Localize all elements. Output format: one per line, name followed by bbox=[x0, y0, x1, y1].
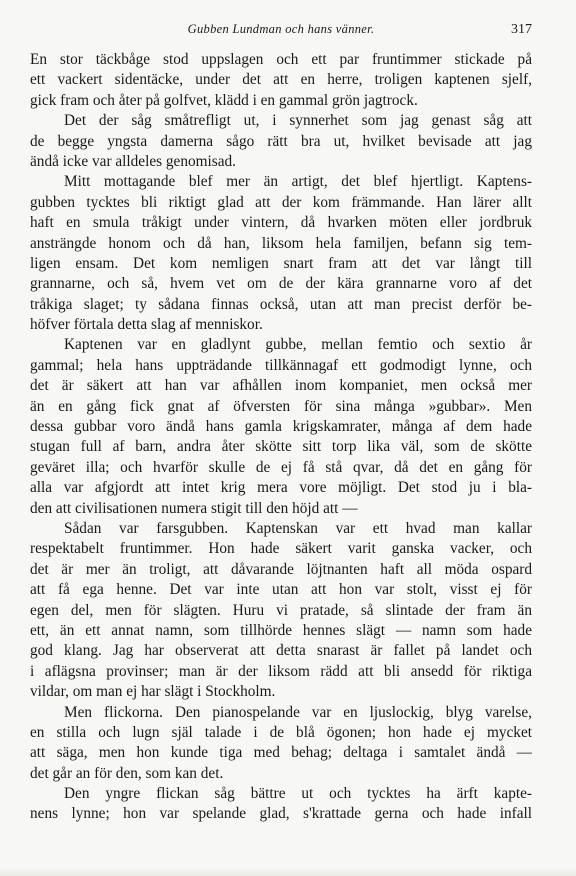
text-line: god klang. Jag har observerat att detta snarast är fallet på landet och bbox=[30, 642, 532, 660]
running-title: Gubben Lundman och hans vänner. bbox=[187, 22, 375, 36]
text-line: En stor täckbåge stod uppslagen och ett par fruntimmer stickade på bbox=[30, 51, 532, 68]
text-line: haft en smula tråkigt under vintern, då hvarken möten eller jordbruk bbox=[30, 214, 532, 232]
text-line: i aflägsna provinser; man är der liksom rädd att bli ansedd för riktiga bbox=[30, 662, 532, 680]
text-line: att få ega henne. Det var inte utan att hon var stolt, visst ej för bbox=[30, 581, 532, 599]
text-line: Den yngre flickan såg bättre ut och tycktes ha ärft kapte- bbox=[64, 785, 532, 803]
text-line: gammal; hela hans uppträdande tillkännagaf ett godmodigt lynne, och bbox=[30, 356, 532, 374]
text-line: Sådan var farsgubben. Kaptenskan var ett hvad man kallar bbox=[64, 519, 532, 537]
text-line: respektabelt fruntimmer. Hon hade säkert varit ganska vacker, och bbox=[30, 540, 532, 558]
text-line: höfver förtala detta slag af menniskor. bbox=[30, 316, 263, 334]
text-line: gick fram och åter på golfvet, klädd i en gammal grön jagtrock. bbox=[30, 91, 418, 109]
text-line: en stilla och lugn själ talade i de blå ögonen; hon hade ej mycket bbox=[30, 723, 532, 741]
text-line: stugan full af barn, andra åter skötte sitt torp lika väl, som de skötte bbox=[30, 438, 532, 456]
text-line: det är säkert att han var afhållen inom kompaniet, men också mer bbox=[30, 377, 532, 395]
text-line: att säga, men hon kunde tiga med behag; deltaga i samtalet ändå — bbox=[30, 744, 532, 762]
text-line: ligen ensam. Det kom nemligen snart fram att det var långt till bbox=[30, 254, 532, 272]
text-line: geväret illa; och hvarför skulle de ej få stå qvar, då det en gång för bbox=[30, 458, 532, 476]
text-line: ändå icke var alldeles genomisad. bbox=[30, 152, 237, 170]
text-line: de begge yngsta damerna sågo rätt bra ut, hvilket bevisade att jag bbox=[30, 132, 532, 150]
text-line: Kaptenen var en gladlynt gubbe, mellan femtio och sextio år bbox=[64, 336, 532, 354]
text-line: ett, än ett annat namn, som tillhörde hennes slägt — namn som hade bbox=[30, 621, 532, 639]
text-line: gubben tycktes bli riktigt glad att der kom främmande. Han lärer allt bbox=[30, 193, 532, 211]
text-line: alla var afgjordt att intet krig mera vore möjligt. Det stod ju i bla- bbox=[30, 479, 532, 497]
text-line: det är mer än troligt, att dåvarande löjtnanten haft all möda ospard bbox=[30, 560, 532, 578]
text-line: nens lynne; hon var spelande glad, s'krattade gerna och hade infall bbox=[30, 805, 532, 823]
text-line: den att civilisationen numera stigit till den höjd att — bbox=[30, 499, 358, 517]
text-line: dessa gubbar voro ändå hans gamla krigskamrater, många af dem hade bbox=[30, 418, 532, 436]
page-number: 317 bbox=[511, 22, 532, 37]
text-line: Men flickorna. Den pianospelande var en ljuslockig, blyg varelse, bbox=[64, 703, 532, 721]
page-edge bbox=[0, 868, 576, 876]
text-line: egen del, men för slägten. Huru vi pratade, så slintade der fram än bbox=[30, 601, 532, 619]
text-line: Det der såg småtrefligt ut, i synnerhet som jag genast såg att bbox=[64, 112, 532, 130]
body-text bbox=[30, 50, 532, 825]
text-line: det går an för den, som kan det. bbox=[30, 764, 224, 782]
text-line: ansträngde honom och då han, liksom hela familjen, befann sig tem- bbox=[30, 234, 532, 252]
text-line: ett vackert sidentäcke, under det att en herre, troligen kaptenen sjelf, bbox=[30, 71, 532, 89]
text-line: Mitt mottagande blef mer än artigt, det blef hjertligt. Kaptens- bbox=[64, 173, 532, 191]
text-line: vildar, om man ej har slägt i Stockholm. bbox=[30, 683, 276, 701]
text-line: grannarne, och så, hvem vet om de der kära grannarne voro af det bbox=[30, 275, 532, 293]
text-line: än en gång fick gnat af öfversten för sina många »gubbar». Men bbox=[30, 397, 532, 415]
text-line: tråkiga slaget; ty sådana finnas också, utan att man precist derför be- bbox=[30, 295, 532, 313]
page-header bbox=[30, 22, 532, 42]
